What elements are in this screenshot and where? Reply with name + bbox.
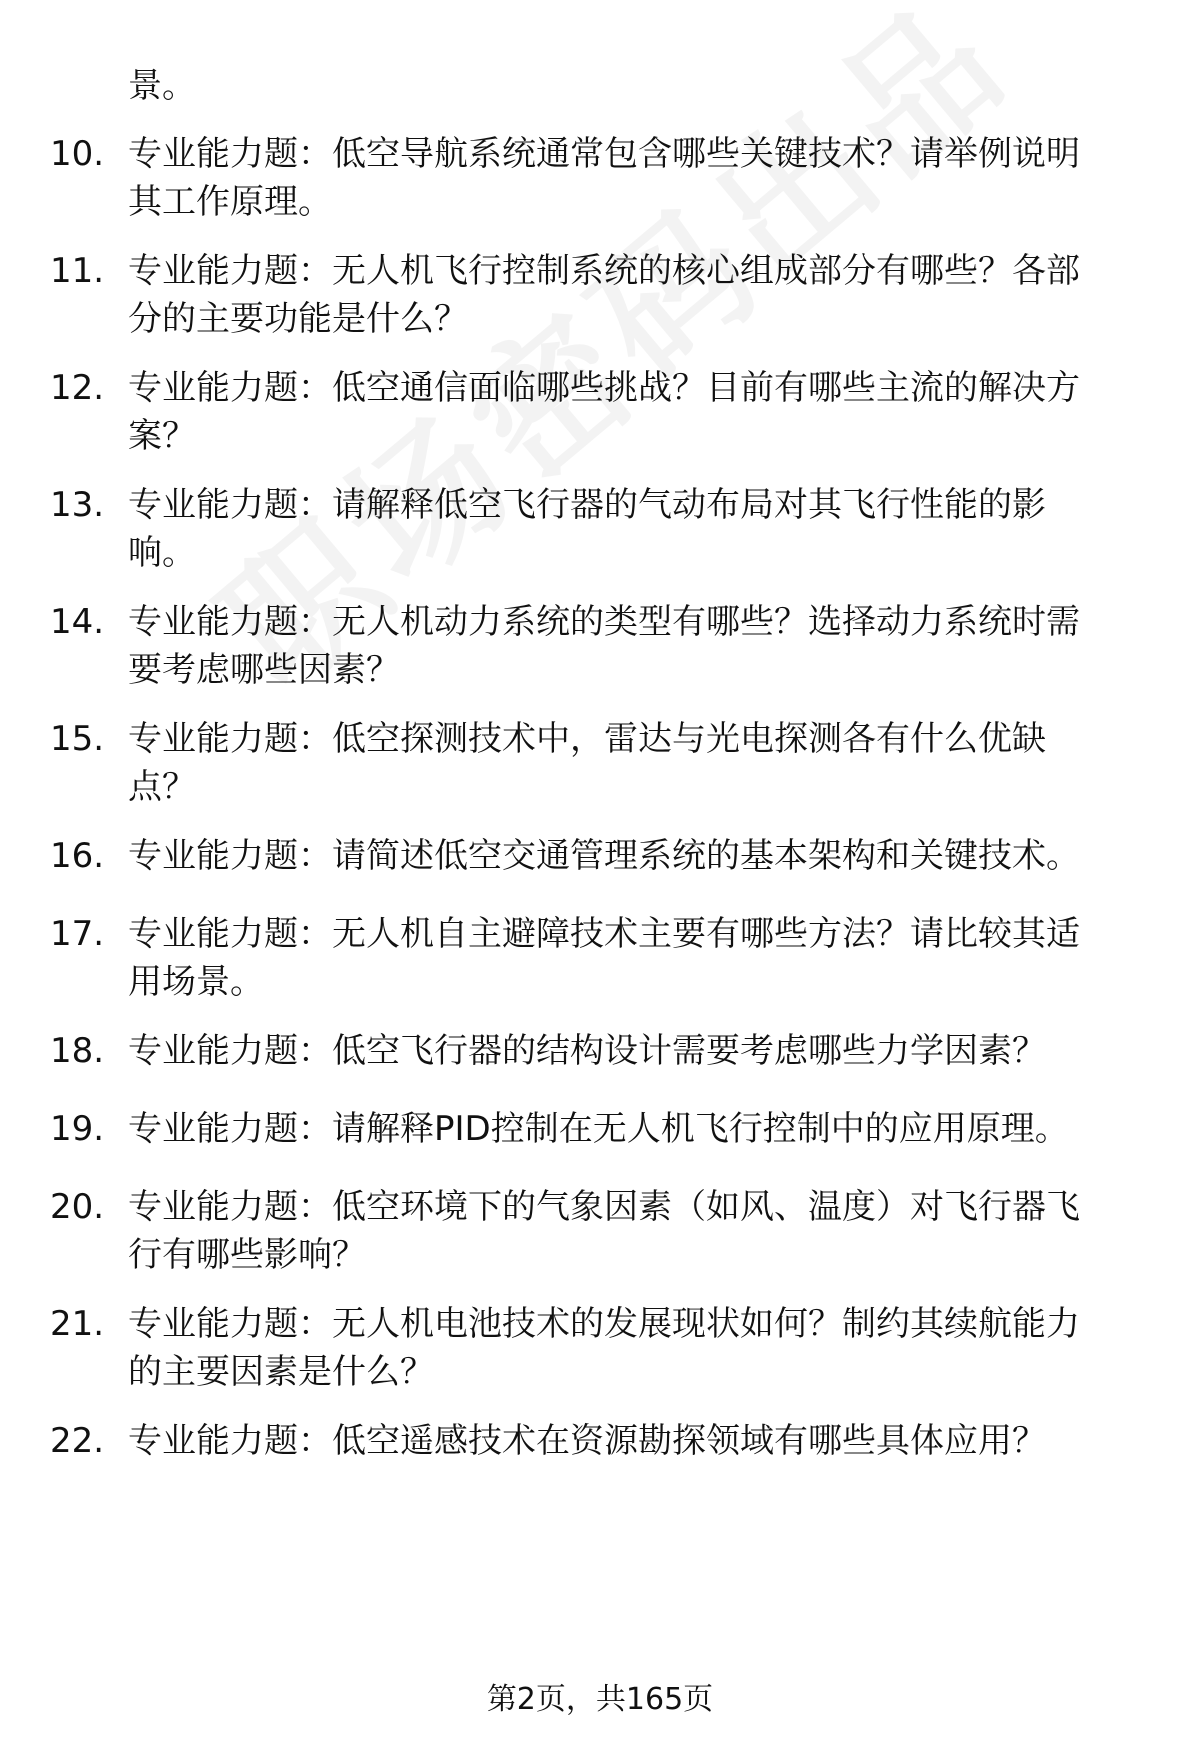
- question-text-line-2: 点？: [128, 767, 196, 807]
- question-text-line-1: 专业能力题：无人机飞行控制系统的核心组成部分有哪些？各部: [128, 251, 1080, 291]
- question-text-line-1: 专业能力题：请解释低空飞行器的气动布局对其飞行性能的影: [128, 485, 1046, 525]
- question-number: 12.: [50, 368, 105, 408]
- question-text-line-1: 专业能力题：无人机自主避障技术主要有哪些方法？请比较其适: [128, 914, 1080, 954]
- question-number: 17.: [50, 914, 105, 954]
- question-text-line-1: 专业能力题：请解释PID控制在无人机飞行控制中的应用原理。: [128, 1109, 1069, 1149]
- question-number: 21.: [50, 1304, 105, 1344]
- question-text-line-2: 用场景。: [128, 962, 264, 1002]
- page-footer: 第2页，共165页: [486, 1682, 714, 1717]
- continuation-text: 景。: [128, 66, 196, 106]
- question-number: 20.: [50, 1187, 105, 1227]
- question-number: 22.: [50, 1421, 105, 1461]
- question-text-line-1: 专业能力题：低空探测技术中，雷达与光电探测各有什么优缺: [128, 719, 1046, 759]
- question-text-line-2: 响。: [128, 533, 196, 573]
- question-number: 13.: [50, 485, 105, 525]
- question-text-line-2: 其工作原理。: [128, 182, 332, 222]
- question-text-line-2: 行有哪些影响？: [128, 1235, 366, 1275]
- question-text-line-1: 专业能力题：低空环境下的气象因素（如风、温度）对飞行器飞: [128, 1187, 1080, 1227]
- question-text-line-1: 专业能力题：低空遥感技术在资源勘探领域有哪些具体应用？: [128, 1421, 1046, 1461]
- question-number: 10.: [50, 134, 105, 174]
- question-text-line-1: 专业能力题：低空飞行器的结构设计需要考虑哪些力学因素？: [128, 1031, 1046, 1071]
- question-text-line-2: 分的主要功能是什么？: [128, 299, 468, 339]
- question-number: 19.: [50, 1109, 105, 1149]
- question-number: 16.: [50, 836, 105, 876]
- question-text-line-2: 要考虑哪些因素？: [128, 650, 400, 690]
- question-text-line-1: 专业能力题：低空通信面临哪些挑战？目前有哪些主流的解决方: [128, 368, 1080, 408]
- question-text-line-1: 专业能力题：无人机电池技术的发展现状如何？制约其续航能力: [128, 1304, 1080, 1344]
- question-text-line-1: 专业能力题：低空导航系统通常包含哪些关键技术？请举例说明: [128, 134, 1080, 174]
- question-text-line-2: 的主要因素是什么？: [128, 1352, 434, 1392]
- question-number: 11.: [50, 251, 105, 291]
- question-number: 15.: [50, 719, 105, 759]
- question-text-line-1: 专业能力题：无人机动力系统的类型有哪些？选择动力系统时需: [128, 602, 1080, 642]
- question-number: 18.: [50, 1031, 105, 1071]
- question-text-line-1: 专业能力题：请简述低空交通管理系统的基本架构和关键技术。: [128, 836, 1080, 876]
- question-text-line-2: 案？: [128, 416, 196, 456]
- question-number: 14.: [50, 602, 105, 642]
